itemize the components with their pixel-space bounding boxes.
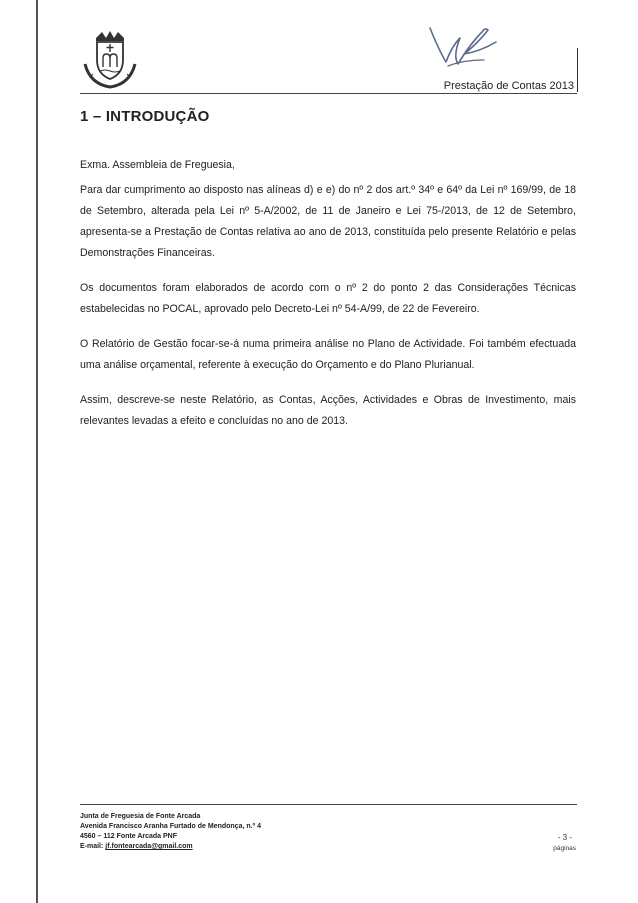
header-divider xyxy=(80,93,577,94)
left-margin-rule xyxy=(36,0,38,903)
salutation: Exma. Assembleia de Freguesia, xyxy=(80,159,235,171)
footer-email-link[interactable]: jf.fontearcada@gmail.com xyxy=(105,843,193,850)
footer xyxy=(80,812,261,852)
paragraph: Assim, descreve-se neste Relatório, as Contas, Acções, Actividades e Obras de Investimento, mais relevantes levadas a efeito e concluídas no ano de 2013. xyxy=(80,394,576,427)
footer-postal: 4560 – 112 Fonte Arcada PNF xyxy=(80,833,178,840)
parish-coat-of-arms-icon xyxy=(80,30,140,90)
body-text xyxy=(80,155,576,432)
header-tick xyxy=(577,48,578,92)
footer-email-label: E-mail: xyxy=(80,843,106,850)
footer-divider xyxy=(80,804,577,805)
page-label: páginas xyxy=(553,845,576,852)
paragraph: O Relatório de Gestão focar-se-á numa primeira análise no Plano de Actividade. Foi também efectuada uma análise orçamental, referente à execução do Orçamento e do Plano Plurianual. xyxy=(80,338,576,371)
paragraph: Os documentos foram elaborados de acordo com o nº 2 do ponto 2 das Considerações Técnicas estabelecidas no POCAL, aprovado pelo Decreto-Lei nº 54-A/99, de 22 de Fevereiro. xyxy=(80,282,576,315)
handwritten-signature-icon xyxy=(424,22,500,72)
page-number: - 3 - xyxy=(557,833,572,842)
section-title: 1 – INTRODUÇÃO xyxy=(80,108,210,125)
paragraph: Para dar cumprimento ao disposto nas alíneas d) e e) do nº 2 dos art.º 34º e 64º da Lei nº 169/99, de 18 de Setembro, alterada pela Lei nº 5-A/2002, de 11 de Janeiro e Lei 75-/2013, de 12 de Setembro, apresenta-se a Prestação de Contas relativa ao ano de 2013, constituída pelo presente Relatório e pelas Demonstrações Financeiras. xyxy=(80,184,576,259)
footer-org: Junta de Freguesia de Fonte Arcada xyxy=(80,813,201,820)
footer-email-row xyxy=(80,842,261,852)
header-title: Prestação de Contas 2013 xyxy=(443,80,574,92)
footer-address: Avenida Francisco Aranha Furtado de Mendonça, n.º 4 xyxy=(80,823,261,830)
